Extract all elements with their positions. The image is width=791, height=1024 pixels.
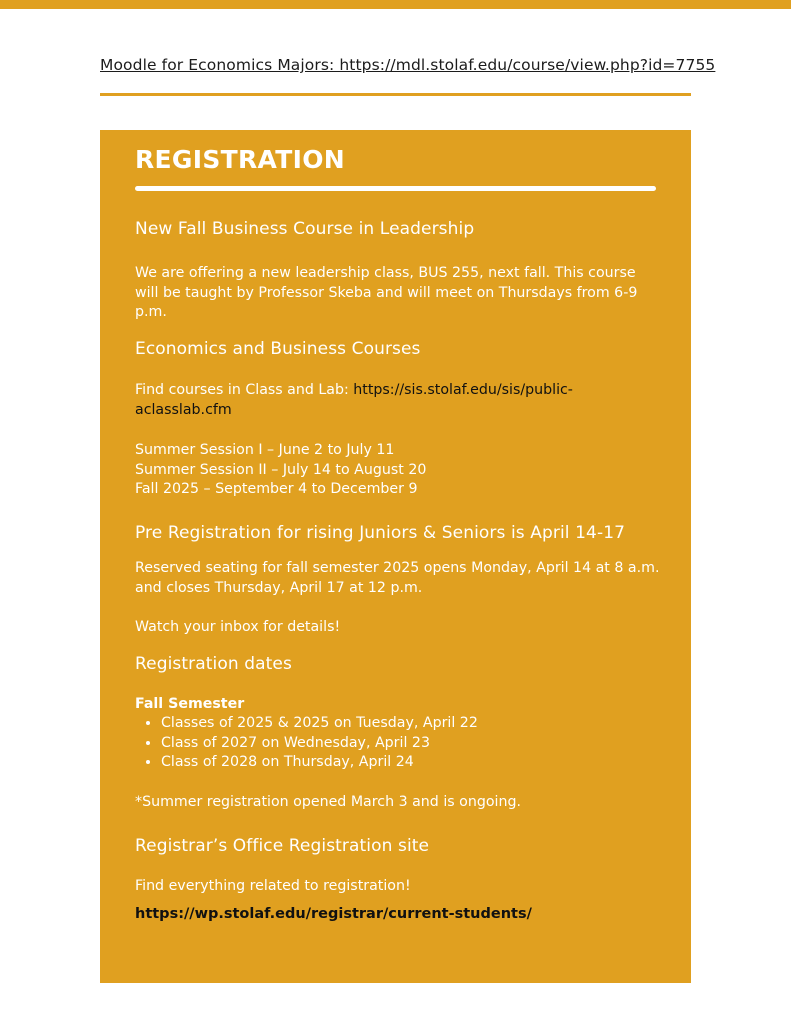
moodle-link[interactable]: Moodle for Economics Majors: https://mdl.stolaf.edu/course/view.php?id=7755 [100, 56, 716, 74]
summer-note: *Summer registration opened March 3 and is ongoing. [135, 794, 521, 810]
leadership-body: We are offering a new leadership class, BUS 255, next fall. This course will be taught by Professor Skeba and will meet on Thursdays from 6-9 p.m. [135, 265, 638, 320]
list-item: • Class of 2027 on Wednesday, April 23 [161, 734, 478, 754]
session-2: Summer Session II – July 14 to August 20 [135, 461, 427, 478]
top-accent-stripe [0, 0, 791, 9]
divider [100, 93, 691, 96]
list-item: • Class of 2028 on Thursday, April 24 [161, 753, 478, 773]
class-and-lab-link[interactable]: https://sis.stolaf.edu/sis/public-aclasslab.cfm [135, 382, 573, 418]
prereg-heading: Pre Registration for rising Juniors & Seniors is April 14-17 [135, 523, 626, 543]
registration-panel [100, 130, 691, 983]
econ-find-paragraph [135, 381, 660, 420]
session-3: Fall 2025 – September 4 to December 9 [135, 481, 418, 497]
prereg-watch: Watch your inbox for details! [135, 619, 341, 635]
list-item: • Classes of 2025 & 2025 on Tuesday, April 22 [161, 714, 478, 734]
econ-heading: Economics and Business Courses [135, 339, 421, 359]
session-1: Summer Session I – June 2 to July 11 [135, 442, 395, 458]
dates-heading: Registration dates [135, 654, 292, 674]
fall-semester-label: Fall Semester [135, 696, 245, 712]
prereg-body: Reserved seating for fall semester 2025 opens Monday, April 14 at 8 a.m. and closes Thursday, April 17 at 12 p.m. [135, 560, 660, 596]
title-underline [135, 186, 656, 191]
section-title: REGISTRATION [135, 145, 345, 174]
dates-list [135, 714, 478, 773]
econ-find-text: Find courses in Class and Lab: [135, 382, 354, 398]
registrar-link[interactable]: https://wp.stolaf.edu/registrar/current-students/ [135, 906, 532, 922]
leadership-heading: New Fall Business Course in Leadership [135, 219, 475, 239]
registrar-heading: Registrar’s Office Registration site [135, 836, 430, 856]
registrar-body: Find everything related to registration! [135, 878, 411, 894]
